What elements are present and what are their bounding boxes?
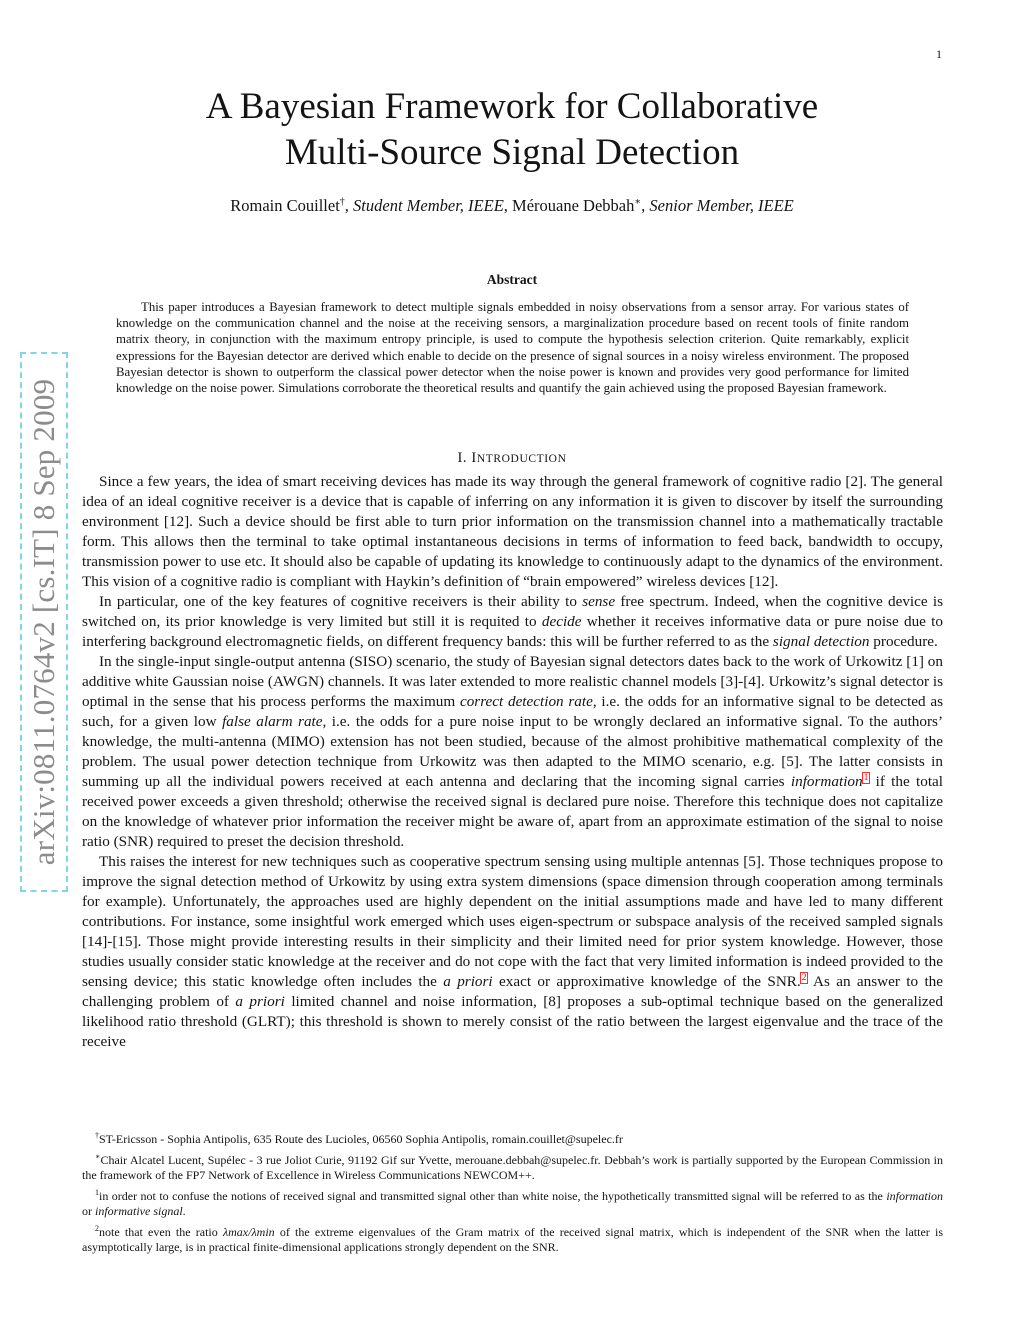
footnote-mark: 1	[95, 1187, 99, 1197]
abstract-heading: Abstract	[486, 272, 538, 287]
footnote-text: note that even the ratio	[99, 1224, 223, 1239]
footnote-mark: 2	[95, 1223, 99, 1233]
footnote-link-1[interactable]: 1	[863, 772, 869, 783]
author-2-role: Senior Member, IEEE	[649, 196, 794, 215]
emphasis-sense: sense	[582, 593, 616, 610]
emphasis-false-alarm-rate: false alarm rate	[222, 713, 323, 730]
author-2-mark: ∗	[634, 196, 642, 208]
footnote-text: of the extreme eigenvalues of the Gram matrix of the received signal matrix, which is independent of the SNR when the latter is asymptotically large, is in practical finite-dimensional applications strongly dependent on the SNR.	[82, 1224, 943, 1254]
footnote-text: in order not to confuse the notions of received signal and transmitted signal other than white noise, the hypothetically transmitted signal will be referred to as the	[99, 1188, 887, 1203]
text-run: , i.e. the odds for an informative signal to be detected as such, for a given low	[82, 693, 943, 730]
footnote-text: or	[82, 1204, 95, 1218]
footnote-text: .	[182, 1204, 186, 1218]
intro-paragraph-2	[82, 592, 943, 652]
intro-paragraph-4	[82, 852, 943, 1052]
emphasis-information: information	[790, 773, 863, 790]
section-initial: I	[471, 450, 477, 466]
paper-title	[0, 84, 1024, 176]
text-run: procedure.	[869, 633, 938, 650]
introduction-body	[82, 472, 943, 1052]
text-run: if the total received power exceeds a given threshold; otherwise the received signal is declared pure noise. Therefore this technique does not capitalize on the knowledge of whatever prior information the receiver might be aware of, apart from an approximate estimation of the signal to noise ratio (SNR) required to preset the decision threshold.	[82, 773, 944, 850]
footnote-mark: †	[95, 1131, 99, 1140]
footnote-affiliation-2	[82, 1149, 943, 1184]
text-run: In the single-input single-output antenna (SISO) scenario, the study of Bayesian signal detectors dates back to the work of Urkowitz [1] on additive white Gaussian noise (AWGN) channels. It was later extended to more realistic channel models [3]-[4]. Urkowitz’s signal detector is optimal in the sense that his process performs the maximum	[82, 653, 943, 710]
abstract-body: This paper introduces a Bayesian framework to detect multiple signals embedded in noisy observations from a sensor array. For various states of knowledge on the communication channel and the noise at the receiving sensors, a marginalization procedure based on recent tools of finite random matrix theory, in conjunction with the maximum entropy principle, is used to compute the hypothesis selection criterion. Quite remarkably, explicit expressions for the Bayesian detector are derived which enable to decide on the presence of signal sources in a noisy wireless environment. The proposed Bayesian detector is shown to outperform the classical power detector when the noise power is known and provides very good performance for limited knowledge on the noise power. Simulations corroborate the theoretical results and quantify the gain achieved using the proposed Bayesian framework.	[116, 300, 909, 396]
emphasis-informative-signal: informative signal	[95, 1204, 183, 1218]
section-title-rest: NTRODUCTION	[476, 453, 567, 465]
emphasis-correct-detection-rate: correct detection rate	[459, 693, 593, 710]
footnotes	[82, 1128, 943, 1257]
author-1-role: Student Member, IEEE	[353, 196, 504, 215]
emphasis-information: information	[886, 1188, 943, 1203]
section-heading-introduction	[0, 450, 1024, 467]
page-number: 1	[936, 47, 942, 61]
emphasis-a-priori: a priori	[443, 973, 493, 990]
emphasis-signal-detection: signal detection	[772, 633, 870, 650]
emphasis-decide: decide	[541, 613, 582, 630]
intro-paragraph-3	[82, 652, 943, 852]
text-run: whether it receives informative data or pure noise due to interfering background electromagnetic fields, on different frequency bands: this will be further referred to as the	[82, 613, 943, 650]
author-1-name: Romain Couillet	[230, 196, 340, 215]
title-line-1: A Bayesian Framework for Collaborative	[205, 86, 819, 127]
text-run: This raises the interest for new techniques such as cooperative spectrum sensing using multiple antennas [5]. Those techniques propose to improve the signal detection method of Urkowitz by using extra system dimensions (space dimension through cooperation among terminals for example). Unfortunately, the approaches used are highly dependent on the initial assumptions made and have led to many different contributions. For instance, some insightful work emerged which uses eigen-spectrum or subspace analysis of the received sampled signals [14]-[15]. Those might provide interesting results in their simplicity and their limited need for prior system knowledge. However, those studies usually consider static knowledge at the receiver and do not cope with the fact that very limited information is indeed provided to the sensing device; this static knowledge often includes the	[82, 853, 943, 990]
text-run: free spectrum. Indeed, when the cognitive device is switched on, its prior knowledge is very limited but still it is requited to	[82, 593, 943, 630]
author-1-mark: †	[339, 196, 345, 208]
author-line: Romain Couillet†, Student Member, IEEE, Mérouane Debbah∗, Senior Member, IEEE	[230, 196, 794, 215]
text-run: limited channel and noise information, [8] proposes a sub-optimal technique based on the generalized likelihood ratio threshold (GLRT); this threshold is shown to merely consist of the ratio between the largest eigenvalue and the trace of the receive	[82, 993, 943, 1050]
text-run: As an answer to the challenging problem of	[82, 973, 944, 1010]
emphasis-a-priori: a priori	[235, 993, 285, 1010]
section-numeral: I.	[457, 450, 468, 466]
title-line-2: Multi-Source Signal Detection	[284, 132, 740, 173]
arxiv-stamp[interactable]	[20, 352, 68, 892]
text-run: exact or approximative knowledge of the SNR.	[492, 973, 801, 990]
arxiv-identifier: arXiv:0811.0764v2 [cs.IT] 8 Sep 2009	[26, 378, 62, 866]
intro-paragraph-1: Since a few years, the idea of smart receiving devices has made its way through the general framework of cognitive radio [2]. The general idea of an ideal cognitive receiver is a device that is capable of inferring on any information it is given to discover by itself the surrounding environment [12]. Such a device should be first able to turn prior information on the transmission channel into a mathematically tractable form. This allows then the terminal to take optimal instantaneous decisions in terms of information to feed back, bandwidth to occupy, transmission power to use etc. It should also be capable of updating its knowledge to continuously adapt to the dynamics of the environment. This vision of a cognitive radio is compliant with Haykin’s definition of “brain empowered” wireless devices [12].	[82, 473, 943, 590]
author-2-name: Mérouane Debbah	[512, 196, 635, 215]
footnote-2	[82, 1221, 943, 1256]
math-eigenvalue-ratio: λmax/λmin	[222, 1224, 275, 1239]
footnote-mark: ∗	[95, 1151, 101, 1161]
footnote-text: Chair Alcatel Lucent, Supélec - 3 rue Joliot Curie, 91192 Gif sur Yvette, merouane.debbah@supelec.fr. Debbah’s work is partially supported by the European Commission in the framework of the FP7 Network of Excellence in Wireless Communications NEWCOM++.	[82, 1152, 943, 1182]
footnote-text: ST-Ericsson - Sophia Antipolis, 635 Route des Lucioles, 06560 Sophia Antipolis, romain.couillet@supelec.fr	[99, 1132, 623, 1146]
footnote-link-2[interactable]: 2	[801, 972, 807, 983]
text-run: In particular, one of the key features of cognitive receivers is their ability to	[99, 593, 583, 610]
footnote-1	[82, 1185, 943, 1220]
footnote-affiliation-1	[82, 1128, 943, 1148]
text-run: , i.e. the odds for a pure noise input to be wrongly declared an informative signal. To the authors’ knowledge, the multi-antenna (MIMO) extension has not been studied, because of the almost prohibitive mathematical complexity of the problem. The usual power detection technique from Urkowitz was then adapted to the MIMO scenario, e.g. [5]. The latter consists in summing up all the individual powers received at each antenna and declaring that the incoming signal carries	[82, 713, 944, 790]
